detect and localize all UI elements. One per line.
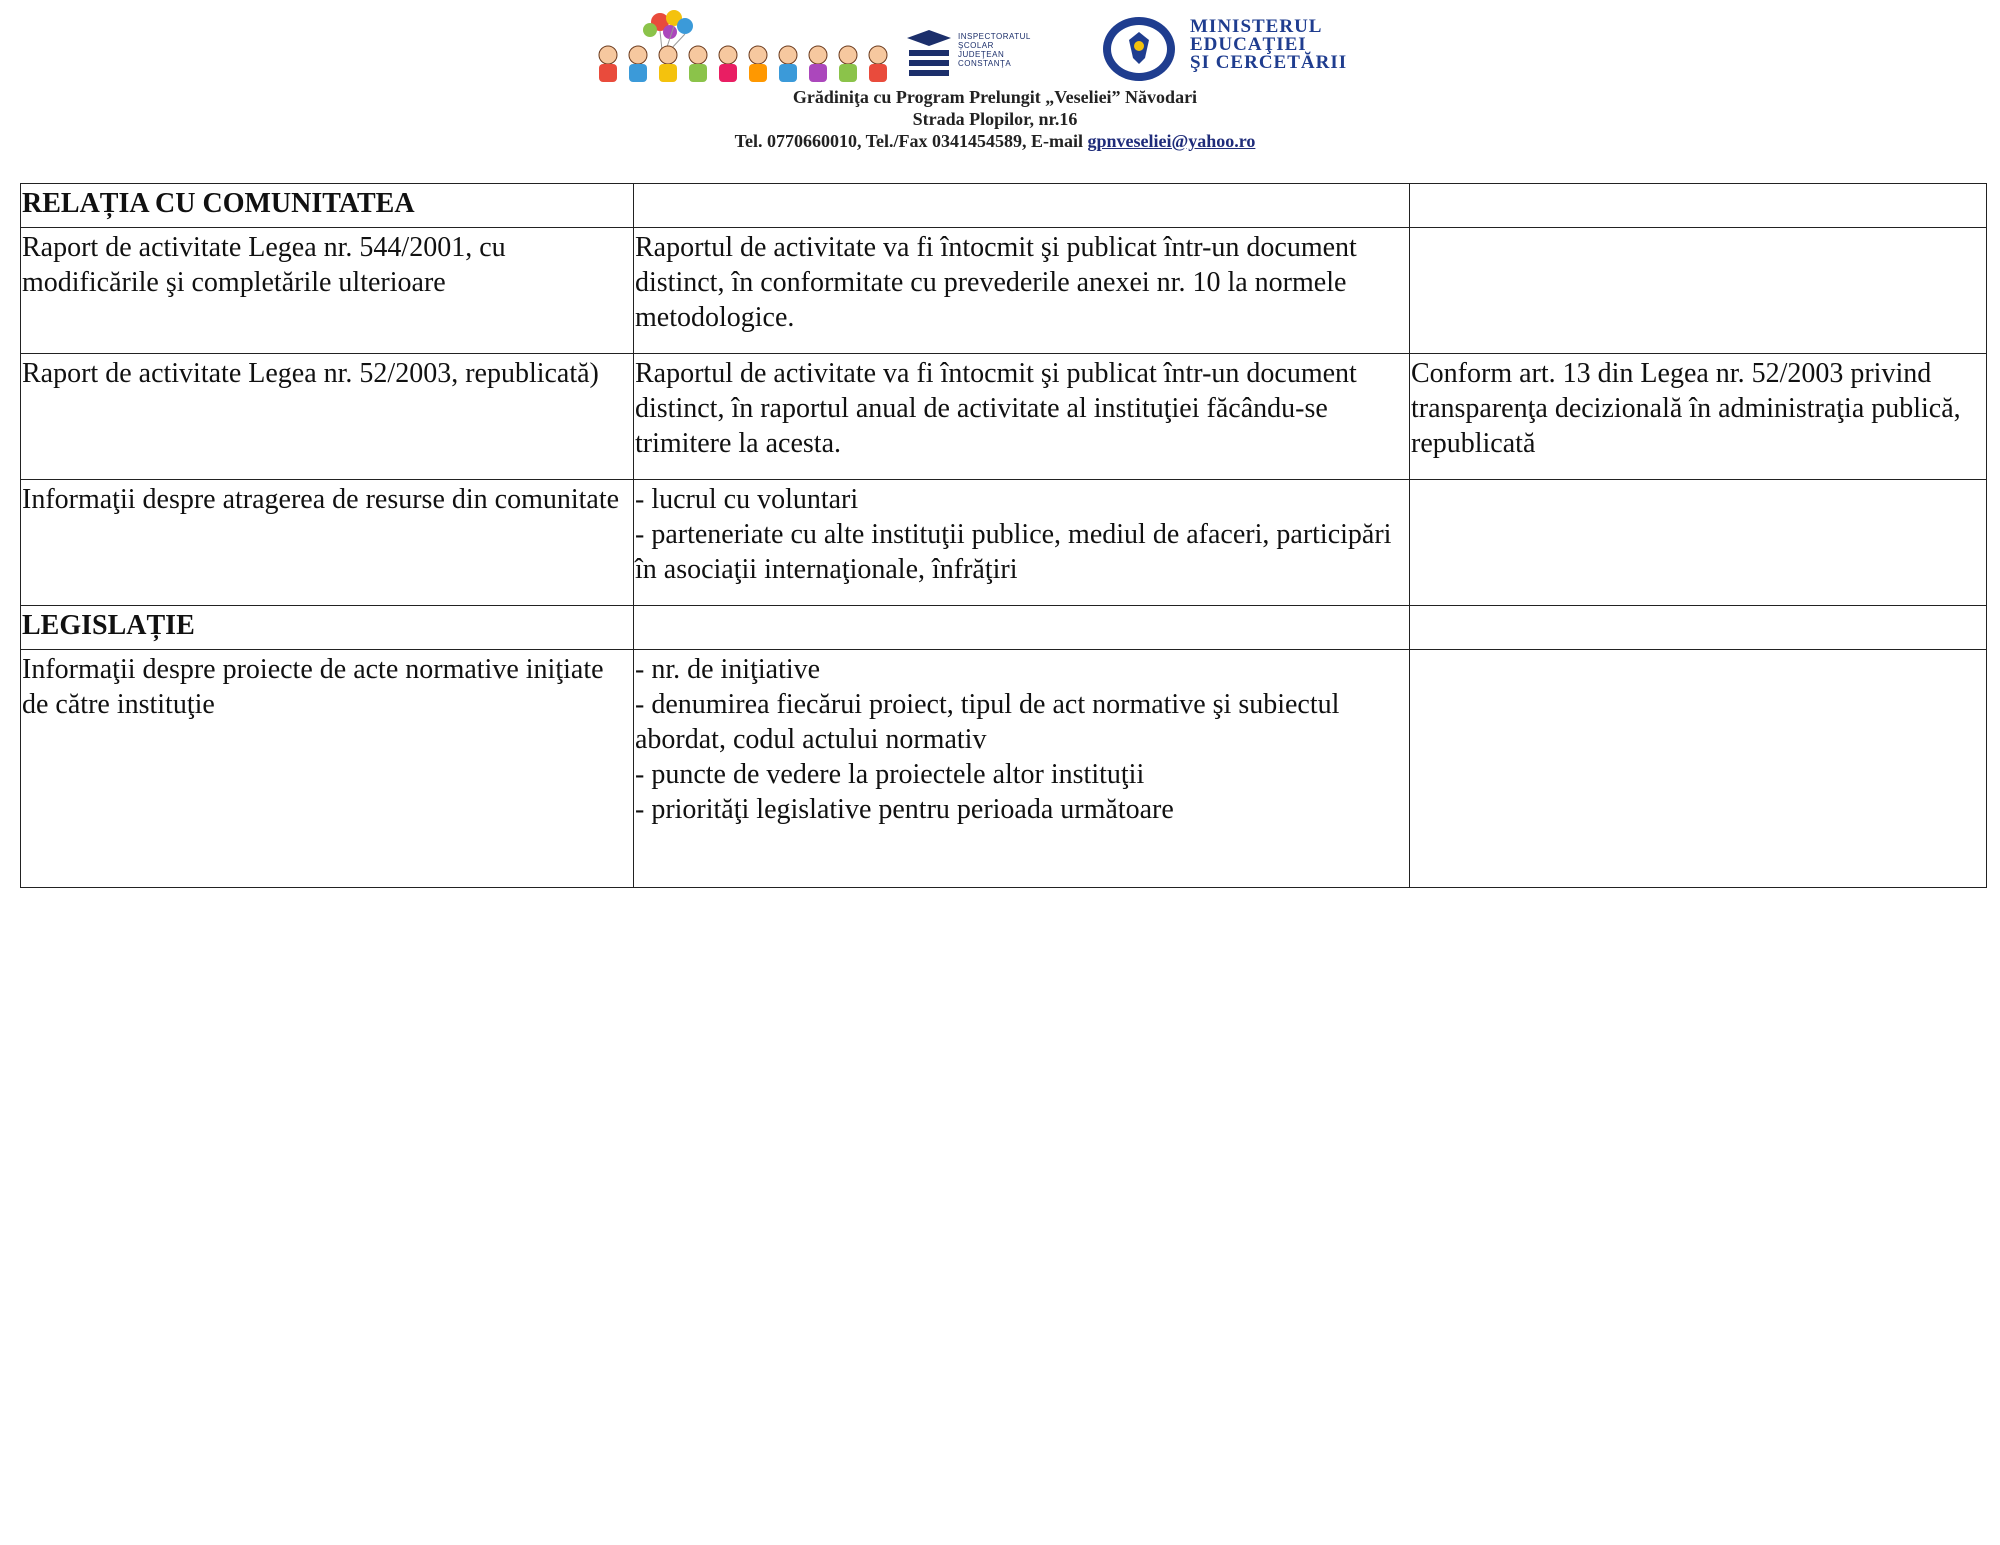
empty-cell bbox=[634, 606, 1410, 650]
cell-text-line: Raportul de activitate va fi întocmit şi publicat într-un document distinct, în conformitate cu prevederile anexei nr. 10 la normele metodologice. bbox=[635, 232, 1357, 333]
table-row bbox=[21, 650, 1987, 888]
section-row bbox=[21, 184, 1987, 228]
table-row bbox=[21, 228, 1987, 354]
empty-cell bbox=[1410, 184, 1987, 228]
details-cell bbox=[634, 228, 1410, 354]
table-row bbox=[21, 480, 1987, 606]
section-title-cell bbox=[21, 606, 634, 650]
institution-contact bbox=[585, 130, 1405, 152]
cell-text-line: Conform art. 13 din Legea nr. 52/2003 privind transparenţa decizională în administraţia publică, republicată bbox=[1411, 358, 1961, 459]
details-cell bbox=[634, 480, 1410, 606]
ministry-logo-text bbox=[1190, 18, 1347, 72]
institution-street: Strada Plopilor, nr.16 bbox=[912, 109, 1078, 129]
cell-text-line: Raport de activitate Legea nr. 52/2003, republicată) bbox=[22, 358, 599, 389]
contact-phones: Tel. 0770660010, Tel./Fax 0341454589, E-mail bbox=[734, 131, 1088, 151]
isj-line-3: JUDEŢEAN bbox=[958, 50, 1005, 59]
cell-text-line: Informaţii despre atragerea de resurse din comunitate bbox=[22, 484, 620, 515]
empty-cell bbox=[1410, 606, 1987, 650]
isj-line-2: ŞCOLAR bbox=[958, 41, 994, 50]
cell-text-line: Raportul de activitate va fi întocmit şi publicat într-un document distinct, în raportul anual de activitate al instituţiei făcându-se trimitere la acesta. bbox=[635, 358, 1357, 459]
kindergarten-logo-icon bbox=[590, 10, 900, 90]
table-row bbox=[21, 354, 1987, 480]
cell-text-line: LEGISLAȚIE bbox=[22, 610, 195, 641]
isj-line-1: INSPECTORATUL bbox=[958, 32, 1031, 41]
cell-text-line: - puncte de vedere la proiectele altor instituţii bbox=[635, 759, 1145, 790]
cell-text-line: - denumirea fiecărui proiect, tipul de act normative şi subiectul abordat, codul actului normativ bbox=[635, 689, 1340, 755]
notes-cell bbox=[1410, 354, 1987, 480]
cell-text-line: Raport de activitate Legea nr. 544/2001, cu modificările şi completările ulterioare bbox=[22, 232, 506, 298]
cell-text-line: Informaţii despre proiecte de acte normative iniţiate de către instituţie bbox=[22, 654, 604, 720]
cell-text-line: - priorităţi legislative pentru perioada următoare bbox=[635, 794, 1174, 825]
letterhead bbox=[585, 8, 1405, 156]
cell-text-line: - nr. de iniţiative bbox=[635, 654, 821, 685]
ministry-line-3: ŞI CERCETĂRII bbox=[1190, 52, 1348, 73]
inspectorate-logo-icon bbox=[903, 26, 955, 86]
logo-row bbox=[585, 8, 1405, 93]
cell-text-line: RELAȚIA CU COMUNITATEA bbox=[22, 188, 415, 219]
section-title-cell bbox=[21, 184, 634, 228]
ministry-line-1: MINISTERUL bbox=[1190, 16, 1323, 37]
contact-email-link[interactable]: gpnveseliei@yahoo.ro bbox=[1087, 131, 1256, 151]
details-cell bbox=[634, 650, 1410, 888]
topic-cell bbox=[21, 228, 634, 354]
institution-name: Grădiniţa cu Program Prelungit „Veseliei” Năvodari bbox=[792, 87, 1198, 107]
inspectorate-logo-text bbox=[958, 32, 1031, 68]
activity-report-table bbox=[20, 183, 1987, 888]
government-seal-icon bbox=[1099, 14, 1179, 84]
cell-text-line: - lucrul cu voluntari bbox=[635, 484, 859, 515]
notes-cell bbox=[1410, 650, 1987, 888]
notes-cell bbox=[1410, 480, 1987, 606]
activity-report-table-body bbox=[21, 184, 1987, 888]
ministry-line-2: EDUCAŢIEI bbox=[1190, 34, 1307, 55]
topic-cell bbox=[21, 480, 634, 606]
inspectorate-logo bbox=[903, 26, 1078, 88]
ministry-logo bbox=[1095, 14, 1395, 89]
isj-line-4: CONSTANŢA bbox=[958, 59, 1012, 68]
details-cell bbox=[634, 354, 1410, 480]
topic-cell bbox=[21, 354, 634, 480]
institution-address bbox=[585, 86, 1405, 152]
topic-cell bbox=[21, 650, 634, 888]
section-row bbox=[21, 606, 1987, 650]
cell-text-line: - parteneriate cu alte instituţii publice, mediul de afaceri, participări în asociaţii internaţionale, înfrăţiri bbox=[635, 519, 1392, 585]
notes-cell bbox=[1410, 228, 1987, 354]
empty-cell bbox=[634, 184, 1410, 228]
